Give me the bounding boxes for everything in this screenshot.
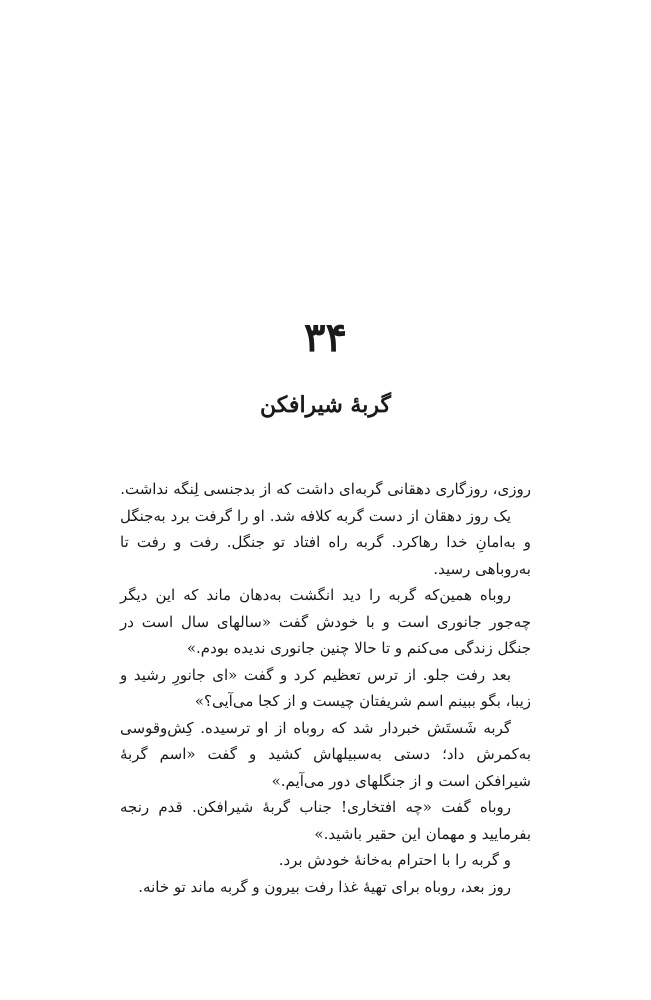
- paragraph: و گربه را با احترام به‌خانهٔ خودش برد.: [278, 851, 511, 869]
- paragraph: گربه شَستَش خبردار شد که روباه از او ترسیده. کِش‌وقوسی به‌کمرش داد؛ دستی به‌سبیلهاش کشید و گفت «اسم گربهٔ شیرافکن است و از جنگلهای دور می‌آیم.»: [120, 718, 531, 790]
- chapter-title: گربهٔ شیرافکن: [260, 392, 391, 418]
- paragraph: بعد رفت جلو. از ترس تعظیم کرد و گفت «ای جانورِ رشید و زیبا، بگو ببینم اسم شریفتان چیست و از کجا می‌آیی؟»: [120, 665, 531, 710]
- paragraph: روباه همین‌که گربه را دید انگشت به‌دهان ماند که این دیگر چه‌جور جانوری است و با خودش گفت «سالهای سال است در جنگل زندگی می‌کنم و تا حالا چنین جانوری ندیده بودم.»: [120, 586, 531, 657]
- story-body: [120, 476, 531, 900]
- paragraph: روزی، روزگاری دهقانی گربه‌ای داشت که از بدجنسی لِنگه نداشت.: [120, 480, 531, 498]
- chapter-number: ۳۴: [304, 314, 347, 361]
- paragraph: روباه گفت «چه افتخاری! جناب گربهٔ شیرافکن. قدم رنجه بفرمایید و مهمان این حقیر باشید.»: [120, 798, 531, 843]
- paragraph: یک روز دهقان از دست گربه کلافه شد. او را گرفت برد به‌جنگل و به‌امانِ خدا رهاکرد. گربه راه افتاد تو جنگل. رفت و رفت تا به‌روباهی رسید.: [120, 506, 531, 578]
- paragraph: روز بعد، روباه برای تهیهٔ غذا رفت بیرون و گربه ماند تو خانه.: [138, 877, 511, 896]
